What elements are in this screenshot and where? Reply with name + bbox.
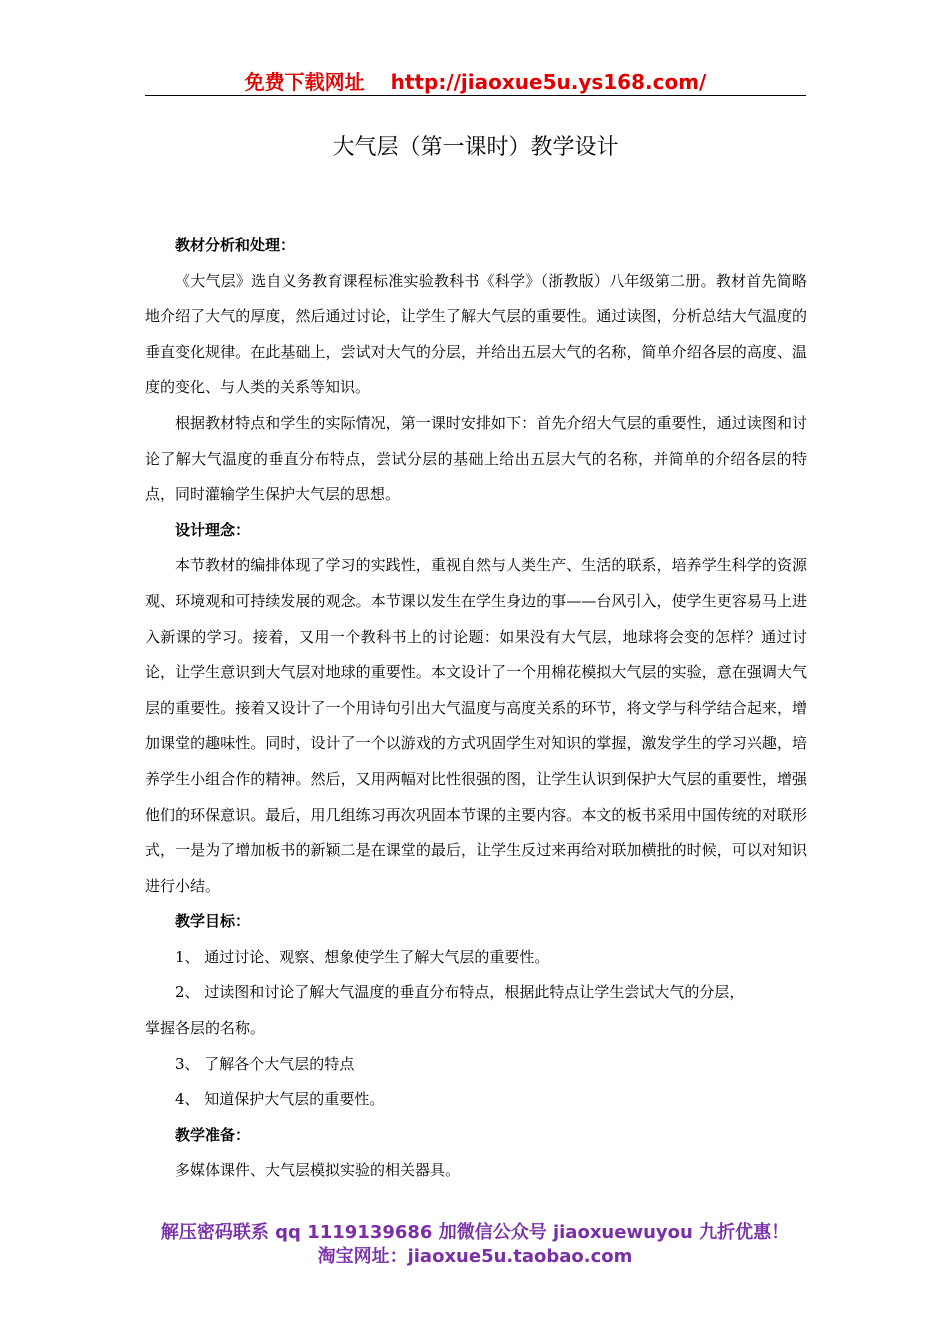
goal-item-4: 4、 知道保护大气层的重要性。 [175, 1090, 385, 1109]
paragraph-preparation-1: 多媒体课件、大气层模拟实验的相关器具。 [175, 1161, 461, 1180]
document-body [145, 228, 807, 1189]
header-divider [145, 95, 806, 96]
document-title: 大气层（第一课时）教学设计 [332, 135, 619, 160]
goal-item-1: 1、 通过讨论、观察、想象使学生了解大气层的重要性。 [175, 947, 550, 966]
footer-shop-link[interactable]: 淘宝网址：jiaoxue5u.taobao.com [317, 1246, 633, 1267]
section-heading-preparation: 教学准备： [175, 1125, 251, 1144]
goal-item-3: 3、 了解各个大气层的特点 [175, 1054, 355, 1073]
goal-item-2: 2、 过读图和讨论了解大气温度的垂直分布特点，根据此特点让学生尝试大气的分层， [175, 983, 745, 1002]
download-site-header [145, 66, 806, 94]
paragraph-analysis-1: 《大气层》选自义务教育课程标准实验教科书《科学》（浙教版）八年级第二册。教材首先简略地介绍了大气的厚度，然后通过讨论，让学生了解大气层的重要性。通过读图，分析总结大气温度的垂直变化规律。在此基础上，尝试对大气的分层，并给出五层大气的名称，简单介绍各层的高度、温度的变化、与人类的关系等知识。 [145, 271, 807, 397]
header-label: 免费下载网址 [244, 70, 365, 94]
paragraph-analysis-2: 根据教材特点和学生的实际情况，第一课时安排如下：首先介绍大气层的重要性，通过读图和讨论了解大气温度的垂直分布特点，尝试分层的基础上给出五层大气的名称，并简单的介绍各层的特点，同时灌输学生保护大气层的思想。 [145, 413, 807, 504]
section-heading-concept: 设计理念： [175, 520, 251, 539]
goal-item-2-continued: 掌握各层的名称。 [145, 1019, 266, 1038]
footer-contact-line: 解压密码联系 qq 1119139686 加微信公众号 jiaoxuewuyou 九折优惠！ [160, 1222, 790, 1243]
paragraph-concept-1: 本节教材的编排体现了学习的实践性，重视自然与人类生产、生活的联系，培养学生科学的资源观、环境观和可持续发展的观念。本节课以发生在学生身边的事——台风引入，使学生更容易马上进入新课的学习。接着，又用一个教科书上的讨论题：如果没有大气层，地球将会变的怎样？通过讨论，让学生意识到大气层对地球的重要性。本文设计了一个用棉花模拟大气层的实验，意在强调大气层的重要性。接着又设计了一个用诗句引出大气温度与高度关系的环节，将文学与科学结合起来，增加课堂的趣味性。同时，设计了一个以游戏的方式巩固学生对知识的掌握，激发学生的学习兴趣，培养学生小组合作的精神。然后，又用两幅对比性很强的图，让学生认识到保护大气层的重要性，增强他们的环保意识。最后，用几组练习再次巩固本节课的主要内容。本文的板书采用中国传统的对联形式，一是为了增加板书的新颖二是在课堂的最后，让学生反过来再给对联加横批的时候，可以对知识进行小结。 [145, 556, 807, 895]
header-url-link[interactable]: http://jiaoxue5u.ys168.com/ [390, 70, 707, 94]
section-heading-analysis: 教材分析和处理： [175, 236, 296, 254]
section-heading-goals: 教学目标： [175, 912, 251, 931]
